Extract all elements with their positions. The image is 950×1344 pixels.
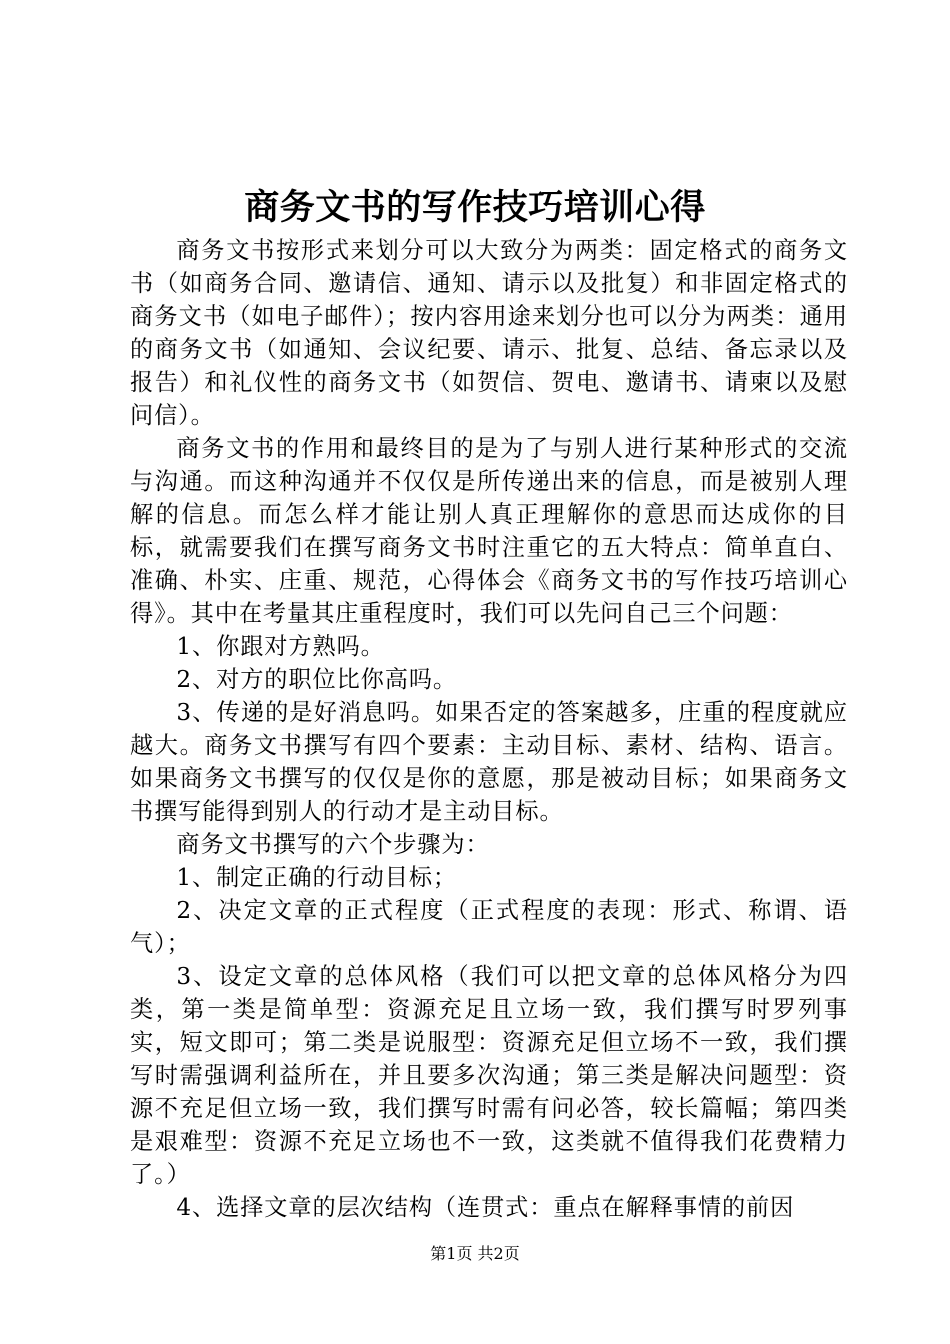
question-item-2: 2、对方的职位比你高吗。 bbox=[176, 666, 458, 693]
step-item-1: 1、制定正确的行动目标； bbox=[176, 864, 458, 891]
document-title: 商务文书的写作技巧培训心得 bbox=[244, 187, 706, 228]
step-item-4: 4、选择文章的层次结构（连贯式：重点在解释事情的前因 bbox=[176, 1194, 795, 1221]
page-number-footer: 第1页 共2页 bbox=[430, 1244, 520, 1263]
document-body bbox=[130, 234, 848, 1224]
step-item-3: 3、设定文章的总体风格（我们可以把文章的总体风格分为四类，第一类是简单型：资源充足且立场一致，我们撰写时罗列事实，短文即可；第二类是说服型：资源充足但立场不一致，我们撰写时需强调利益所在，并且要多次沟通；第三类是解决问题型：资源不充足但立场一致，我们撰写时需有问必答，较长篇幅；第四类是艰难型：资源不充足立场也不一致，这类就不值得我们花费精力了。） bbox=[130, 963, 848, 1188]
question-item-1: 1、你跟对方熟吗。 bbox=[176, 633, 385, 660]
steps-intro: 商务文书撰写的六个步骤为： bbox=[176, 831, 490, 858]
paragraph-classification: 商务文书按形式来划分可以大致分为两类：固定格式的商务文书（如商务合同、邀请信、通知、请示以及批复）和非固定格式的商务文书（如电子邮件）；按内容用途来划分也可以分为两类：通用的商务文书（如通知、会议纪要、请示、批复、总结、备忘录以及报告）和礼仪性的商务文书（如贺信、贺电、邀请书、请柬以及慰问信）。 bbox=[130, 237, 848, 429]
step-item-2: 2、决定文章的正式程度（正式程度的表现：形式、称谓、语气）； bbox=[130, 897, 848, 957]
paragraph-purpose: 商务文书的作用和最终目的是为了与别人进行某种形式的交流与沟通。而这种沟通并不仅仅是所传递出来的信息，而是被别人理解的信息。而怎么样才能让别人真正理解你的意思而达成你的目标，就需要我们在撰写商务文书时注重它的五大特点：简单直白、准确、朴实、庄重、规范，心得体会《商务文书的写作技巧培训心得》。其中在考量其庄重程度时，我们可以先问自己三个问题： bbox=[130, 435, 848, 627]
question-item-3: 3、传递的是好消息吗。如果否定的答案越多，庄重的程度就应越大。商务文书撰写有四个要素：主动目标、素材、结构、语言。如果商务文书撰写的仅仅是你的意愿，那是被动目标；如果商务文书撰写能得到别人的行动才是主动目标。 bbox=[130, 699, 848, 825]
